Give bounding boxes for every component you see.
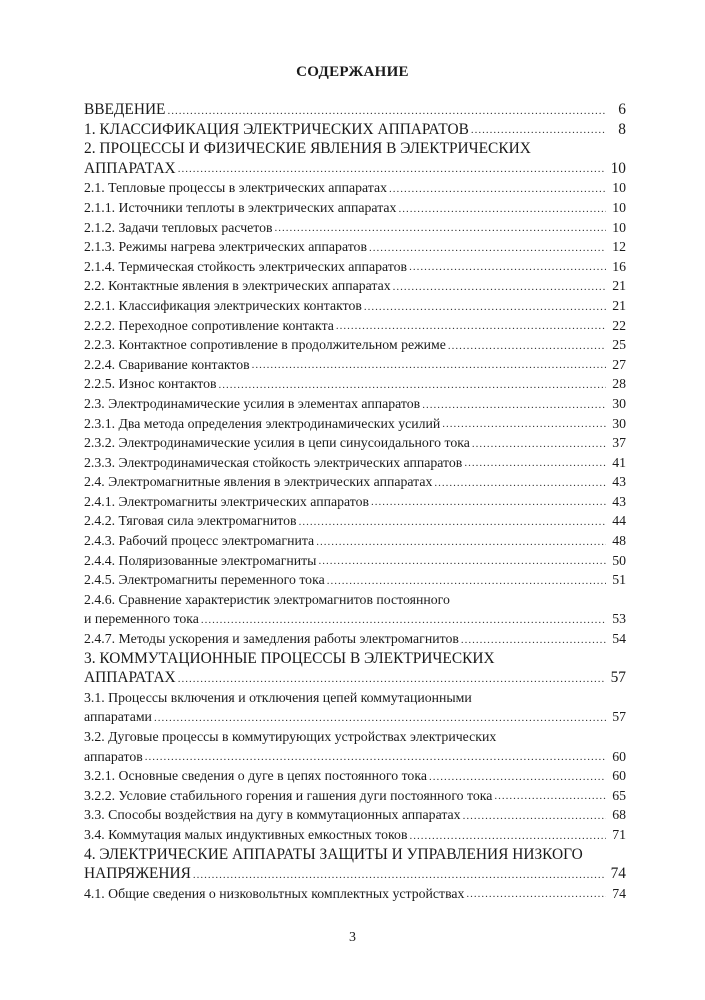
toc-entry-page: 51 (612, 572, 626, 588)
toc-entry (84, 786, 626, 806)
toc-entry (84, 414, 626, 434)
toc-entry (84, 257, 626, 277)
toc-entry-page: 12 (612, 239, 626, 255)
toc-entry-page: 71 (612, 826, 626, 842)
toc-entry (84, 551, 626, 571)
toc-entry (84, 374, 626, 394)
toc-entry-title: 2.2.2. Переходное сопротивление контакта (84, 317, 334, 333)
toc-entry-page: 74 (612, 885, 626, 901)
toc-entry-title: 2.3.3. Электродинамическая стойкость электрических аппаратов (84, 454, 463, 470)
dot-leader (154, 713, 606, 723)
toc-entry-page: 43 (612, 493, 626, 509)
toc-entry-title: 2.4.7. Методы ускорения и замедления работы электромагнитов (84, 631, 459, 647)
dot-leader (178, 674, 606, 684)
toc-entry-page: 57 (612, 709, 626, 725)
toc-entry-page: 60 (612, 768, 626, 784)
dot-leader (178, 164, 606, 174)
toc-entry-title-continuation: и переменного тока (84, 611, 199, 627)
toc-entry-title: 2.4.2. Тяговая сила электромагнитов (84, 513, 297, 529)
toc-entry-title: 4.1. Общие сведения о низковольтных комплектных устройствах (84, 885, 465, 901)
toc-entry-page: 27 (612, 356, 626, 372)
toc-entry-title: 3.1. Процессы включения и отключения цепей коммутационными (84, 689, 472, 705)
toc-entry (84, 472, 626, 492)
toc-entry-title: ВВЕДЕНИЕ (84, 101, 166, 118)
toc-entry-page: 68 (612, 807, 626, 823)
toc-entry-page: 74 (610, 865, 626, 883)
toc-entry-title: 3. КОММУТАЦИОННЫЕ ПРОЦЕССЫ В ЭЛЕКТРИЧЕСКИХ (84, 649, 495, 667)
toc-entry-page: 57 (610, 669, 626, 687)
toc-entry-page: 21 (612, 278, 626, 294)
page-number: 3 (349, 930, 356, 945)
toc-entry-page: 22 (612, 317, 626, 333)
toc-entry (84, 296, 626, 316)
toc-entry-title: 2.4.3. Рабочий процесс электромагнита (84, 533, 315, 549)
toc-entry (84, 766, 626, 786)
toc-entry-title-continuation: аппаратами (84, 709, 152, 725)
toc-entry-title: 2.3.2. Электродинамические усилия в цепи синусоидального тока (84, 435, 470, 451)
toc-entry (84, 492, 626, 512)
toc-entry (84, 727, 626, 766)
dot-leader (448, 341, 606, 351)
toc-entry-page: 16 (612, 258, 626, 274)
toc-entry-page: 10 (612, 199, 626, 215)
dot-leader (472, 439, 606, 449)
toc-entry-title: 2.1.3. Режимы нагрева электрических аппаратов (84, 239, 367, 255)
toc-entry (84, 335, 626, 355)
toc-entry-page: 21 (612, 297, 626, 313)
toc-entry (84, 218, 626, 238)
toc-entry-title: 2.2.1. Классификация электрических контактов (84, 297, 362, 313)
dot-leader (167, 106, 606, 116)
toc-entry-title: 1. КЛАССИФИКАЦИЯ ЭЛЕКТРИЧЕСКИХ АППАРАТОВ (84, 120, 469, 138)
dot-leader (434, 478, 606, 488)
dot-leader (409, 831, 606, 841)
table-of-contents (84, 100, 626, 903)
toc-entry-page: 10 (612, 219, 626, 235)
toc-entry-title-continuation: аппаратов (84, 748, 143, 764)
dot-leader (327, 576, 606, 586)
toc-entry-page: 10 (612, 180, 626, 196)
dot-leader (442, 419, 606, 429)
toc-entry (84, 139, 626, 178)
dot-leader (219, 380, 607, 390)
dot-leader (389, 184, 606, 194)
dot-leader (316, 537, 606, 547)
toc-entry-page: 10 (610, 159, 626, 177)
toc-entry (84, 178, 626, 198)
toc-entry-page: 53 (612, 611, 626, 627)
toc-entry-page: 30 (612, 395, 626, 411)
toc-entry (84, 511, 626, 531)
toc-entry-page: 60 (612, 748, 626, 764)
dot-leader (318, 556, 606, 566)
dot-leader (429, 772, 606, 782)
toc-entry (84, 120, 626, 140)
dot-leader (371, 497, 606, 507)
toc-entry (84, 570, 626, 590)
toc-entry-title: 2.3.1. Два метода определения электродинамических усилий (84, 415, 441, 431)
toc-entry-title: 3.4. Коммутация малых индуктивных емкостных токов (84, 826, 408, 842)
toc-entry (84, 845, 626, 884)
toc-entry (84, 316, 626, 336)
toc-entry-title: 4. ЭЛЕКТРИЧЕСКИЕ АППАРАТЫ ЗАЩИТЫ И УПРАВЛЕНИЯ НИЗКОГО (84, 845, 583, 863)
toc-entry-title: 2.2.5. Износ контактов (84, 376, 217, 392)
dot-leader (471, 125, 606, 135)
dot-leader (461, 635, 606, 645)
toc-entry (84, 394, 626, 414)
toc-entry-page: 41 (612, 454, 626, 470)
toc-entry (84, 198, 626, 218)
toc-entry (84, 433, 626, 453)
toc-entry-page: 28 (612, 376, 626, 392)
toc-entry-title: 2.4.5. Электромагниты переменного тока (84, 572, 325, 588)
toc-entry-title: 2.1.4. Термическая стойкость электрических аппаратов (84, 258, 408, 274)
toc-entry-title: 2.4.4. Поляризованные электромагниты (84, 552, 317, 568)
dot-leader (193, 870, 606, 880)
dot-leader (494, 791, 606, 801)
toc-entry-title: 3.2. Дуговые процессы в коммутирующих устройствах электрических (84, 729, 497, 744)
page-title: СОДЕРЖАНИЕ (296, 64, 409, 80)
toc-entry (84, 629, 626, 649)
toc-entry-page: 48 (612, 533, 626, 549)
dot-leader (466, 889, 606, 899)
toc-entry-title: 2.1.1. Источники теплоты в электрических аппаратах (84, 199, 397, 215)
toc-entry-title: 3.3. Способы воздействия на дугу в коммутационных аппаратах (84, 807, 461, 823)
toc-entry-title: 2.4.1. Электромагниты электрических аппаратов (84, 493, 370, 509)
toc-entry-title: 2.1. Тепловые процессы в электрических аппаратах (84, 180, 388, 196)
toc-entry-page: 6 (618, 101, 626, 118)
dot-leader (299, 517, 606, 527)
toc-entry-title: 3.2.2. Условие стабильного горения и гашения дуги постоянного тока (84, 787, 493, 803)
dot-leader (422, 400, 606, 410)
dot-leader (336, 321, 606, 331)
dot-leader (252, 360, 606, 370)
toc-entry (84, 100, 626, 120)
dot-leader (398, 204, 606, 214)
toc-entry (84, 531, 626, 551)
toc-entry (84, 884, 626, 904)
dot-leader (201, 615, 606, 625)
toc-entry-page: 50 (612, 552, 626, 568)
toc-entry (84, 805, 626, 825)
toc-entry-title: 2.2.3. Контактное сопротивление в продолжительном режиме (84, 337, 446, 353)
toc-entry-title: 2.1.2. Задачи тепловых расчетов (84, 219, 273, 235)
dot-leader (145, 752, 606, 762)
toc-entry-page: 65 (612, 787, 626, 803)
toc-entry-page: 43 (612, 474, 626, 490)
toc-entry-page: 25 (612, 337, 626, 353)
toc-entry-page: 54 (612, 631, 626, 647)
dot-leader (464, 458, 606, 468)
toc-entry-title-continuation: НАПРЯЖЕНИЯ (84, 865, 191, 883)
toc-entry (84, 453, 626, 473)
toc-entry-title: 2. ПРОЦЕССЫ И ФИЗИЧЕСКИЕ ЯВЛЕНИЯ В ЭЛЕКТРИЧЕСКИХ (84, 140, 531, 158)
toc-entry (84, 649, 626, 688)
toc-entry-page: 8 (618, 120, 626, 138)
toc-entry (84, 590, 626, 629)
dot-leader (369, 243, 606, 253)
toc-entry-title: 2.4.6. Сравнение характеристик электромагнитов постоянного (84, 591, 450, 607)
dot-leader (463, 811, 606, 821)
dot-leader (275, 223, 606, 233)
toc-entry-title: 3.2.1. Основные сведения о дуге в цепях постоянного тока (84, 768, 427, 784)
toc-entry-title-continuation: АППАРАТАХ (84, 669, 176, 687)
toc-entry-page: 37 (612, 435, 626, 451)
toc-entry (84, 825, 626, 845)
toc-entry-page: 44 (612, 513, 626, 529)
toc-entry (84, 688, 626, 727)
dot-leader (364, 302, 606, 312)
toc-entry-title: 2.2. Контактные явления в электрических аппаратах (84, 278, 391, 294)
toc-entry-title: 2.2.4. Сваривание контактов (84, 356, 250, 372)
dot-leader (409, 262, 606, 272)
toc-entry-page: 30 (612, 415, 626, 431)
dot-leader (393, 282, 606, 292)
toc-entry (84, 276, 626, 296)
toc-entry-title: 2.3. Электродинамические усилия в элементах аппаратов (84, 395, 421, 411)
toc-entry-title-continuation: АППАРАТАХ (84, 159, 176, 177)
toc-entry-title: 2.4. Электромагнитные явления в электрических аппаратах (84, 474, 433, 490)
toc-entry (84, 355, 626, 375)
toc-entry (84, 237, 626, 257)
